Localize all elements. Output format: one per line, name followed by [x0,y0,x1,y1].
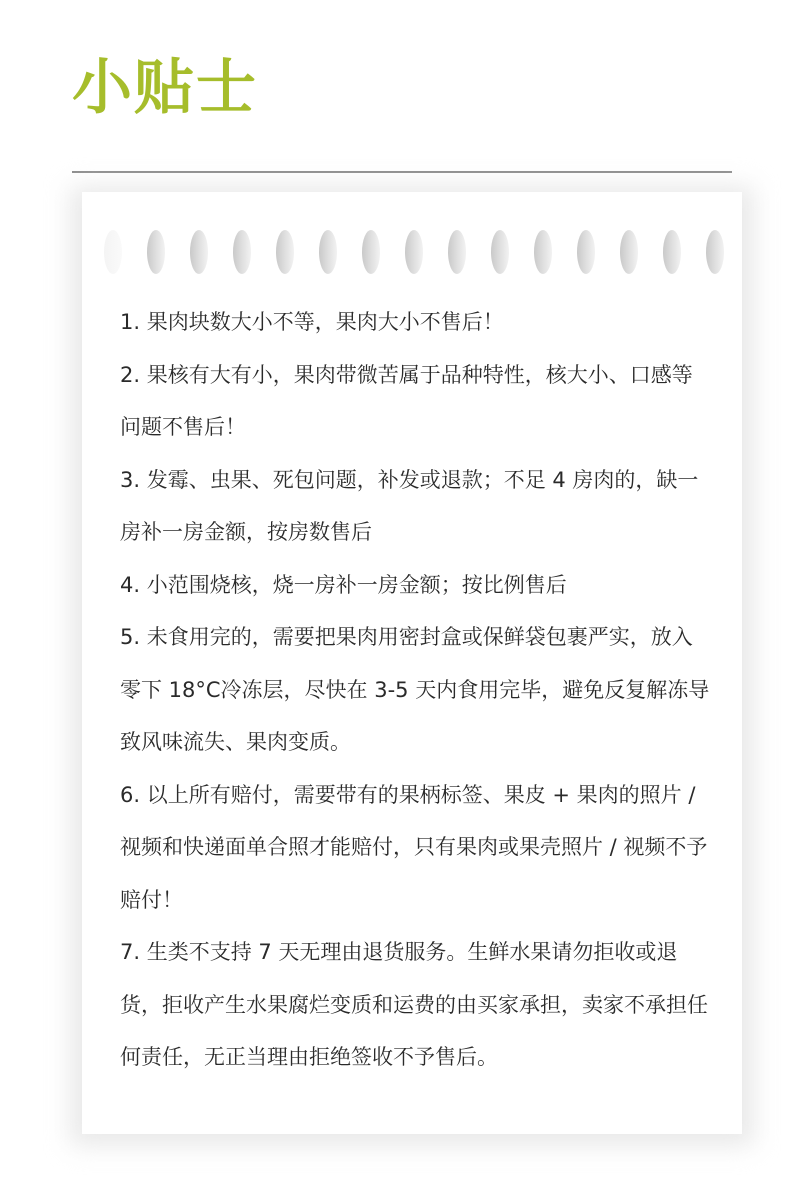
binding-hole [534,230,552,274]
binding-hole [577,230,595,274]
binding-hole [190,230,208,274]
page-title: 小贴士 [72,53,258,123]
binding-hole [620,230,638,274]
tip-item: 5. 未食用完的，需要把果肉用密封盒或保鲜袋包裹严实，放入零下 18°C冷冻层，尽快在 3-5 天内食用完毕，避免反复解冻导致风味流失、果肉变质。 [120,625,710,754]
binding-hole [663,230,681,274]
tip-item: 3. 发霉、虫果、死包问题，补发或退款；不足 4 房肉的，缺一房补一房金额，按房数售后 [120,467,699,544]
binding-hole [362,230,380,274]
binding-hole [147,230,165,274]
binding-hole [104,230,122,274]
binding-holes [104,230,724,276]
title-divider [72,171,732,173]
binding-hole [319,230,337,274]
tip-item: 2. 果核有大有小，果肉带微苦属于品种特性，核大小、口感等问题不售后！ [120,362,693,439]
binding-hole [233,230,251,274]
tip-item: 4. 小范围烧核，烧一房补一房金额；按比例售后 [120,572,567,597]
tip-item: 1. 果肉块数大小不等，果肉大小不售后！ [120,310,504,334]
tip-item: 7. 生类不支持 7 天无理由退货服务。生鲜水果请勿拒收或退货，拒收产生水果腐烂变质和运费的由买家承担，卖家不承担任何责任，无正当理由拒绝签收不予售后。 [120,940,708,1069]
binding-hole [405,230,423,274]
binding-hole [276,230,294,274]
tips-list [120,296,710,1084]
binding-hole [448,230,466,274]
binding-hole [491,230,509,274]
binding-hole [706,230,724,274]
notepad-card [82,192,742,1134]
tip-item: 6. 以上所有赔付，需要带有的果柄标签、果皮 + 果肉的照片 / 视频和快递面单合照才能赔付，只有果肉或果壳照片 / 视频不予赔付！ [120,782,708,912]
